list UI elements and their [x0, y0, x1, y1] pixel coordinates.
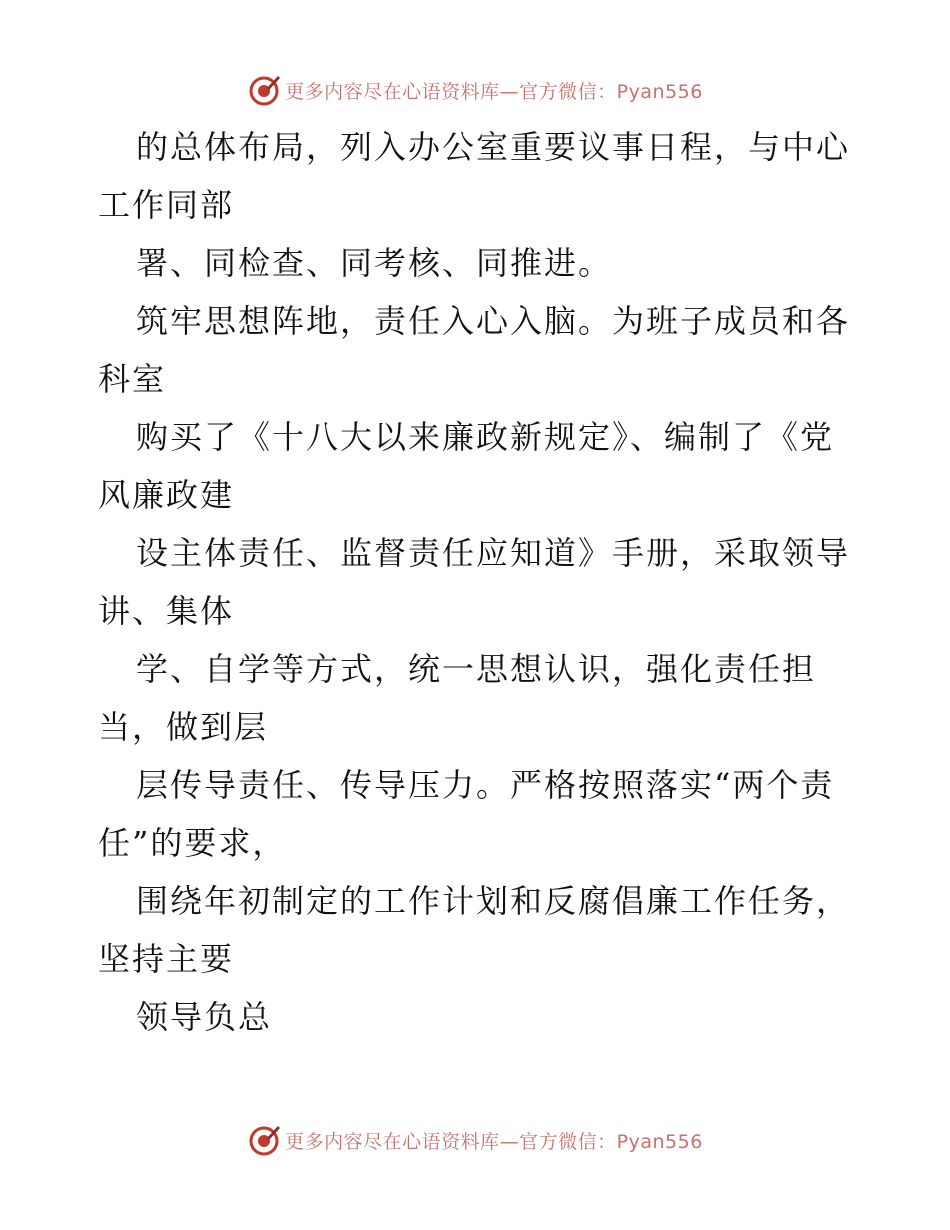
text-line: 学、自学等方式，统一思想认识，强化责任担 — [136, 650, 817, 688]
footer-watermark — [0, 1120, 950, 1160]
red-quill-logo-icon — [247, 73, 281, 107]
text-line: 领导负总 — [136, 998, 273, 1036]
text-line: 署、同检查、同考核、同推进。 — [136, 244, 613, 282]
text-line: 当，做到层 — [98, 708, 269, 746]
text-line: 讲、集体 — [98, 592, 235, 630]
watermark-text: 更多内容尽在心语资料库—官方微信：Pyan556 — [285, 1130, 703, 1153]
text-line: 层传导责任、传导压力。严格按照落实“两个责 — [136, 766, 835, 804]
watermark-text: 更多内容尽在心语资料库—官方微信：Pyan556 — [285, 80, 703, 103]
text-line: 任”的要求， — [98, 824, 287, 862]
red-quill-logo-icon — [247, 1123, 281, 1157]
text-line: 筑牢思想阵地，责任入心入脑。为班子成员和各 — [136, 302, 851, 340]
text-line: 坚持主要 — [98, 940, 235, 978]
text-line: 科室 — [98, 360, 167, 398]
text-line: 购买了《十八大以来廉政新规定》、编制了《党 — [136, 418, 835, 456]
text-line: 围绕年初制定的工作计划和反腐倡廉工作任务， — [136, 882, 851, 920]
text-line: 设主体责任、监督责任应知道》手册，采取领导 — [136, 534, 851, 572]
text-line: 风廉政建 — [98, 476, 235, 514]
header-watermark — [0, 70, 950, 110]
document-body — [98, 118, 858, 1046]
text-line: 的总体布局，列入办公室重要议事日程，与中心 — [136, 128, 851, 166]
text-line: 工作同部 — [98, 186, 235, 224]
